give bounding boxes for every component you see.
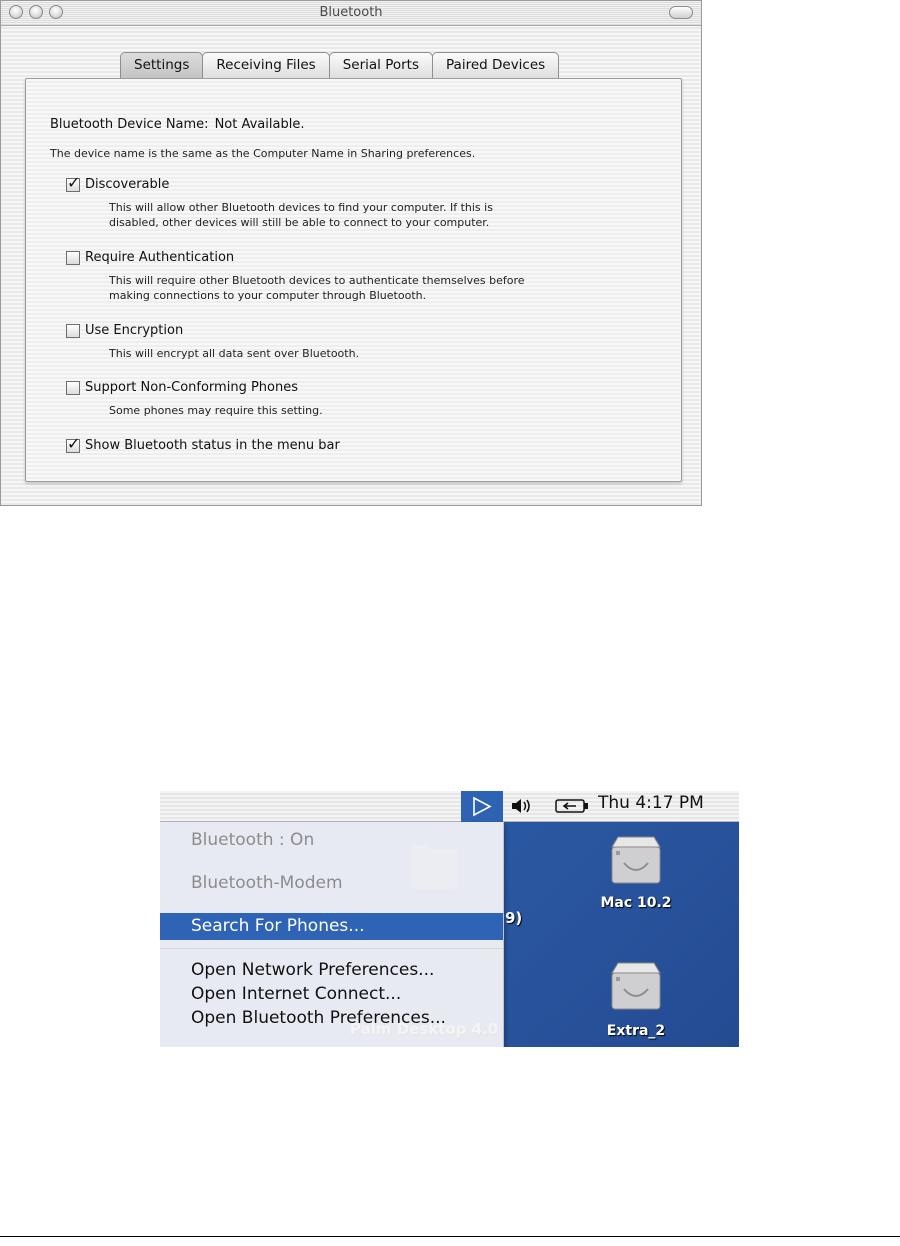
description-line: disabled, other devices will still be able to connect to your computer. xyxy=(109,216,490,229)
device-name-note: The device name is the same as the Computer Name in Sharing preferences. xyxy=(50,147,476,160)
use-encryption-label[interactable]: Use Encryption xyxy=(85,323,184,338)
menu-item-open-network-preferences[interactable]: Open Network Preferences... xyxy=(191,960,435,980)
option-discoverable xyxy=(66,177,493,230)
support-non-conforming-phones-label[interactable]: Support Non-Conforming Phones xyxy=(85,380,298,395)
bluetooth-menu xyxy=(160,822,504,1047)
discoverable-label[interactable]: Discoverable xyxy=(85,177,170,192)
tab-serial-ports[interactable]: Serial Ports xyxy=(329,52,433,78)
use-encryption-description xyxy=(109,346,359,361)
description-line: making connections to your computer through Bluetooth. xyxy=(109,289,427,302)
menu-separator xyxy=(160,948,503,949)
menubar-screenshot xyxy=(160,791,739,1047)
bluetooth-preferences-window xyxy=(0,0,702,506)
menu-item-search-for-phones[interactable]: Search For Phones... xyxy=(160,913,503,940)
window-title: Bluetooth xyxy=(319,5,383,20)
description-line: Some phones may require this setting. xyxy=(109,404,323,417)
tab-receiving-files[interactable]: Receiving Files xyxy=(202,52,329,78)
option-use-encryption xyxy=(66,323,359,361)
menu-item-open-internet-connect[interactable]: Open Internet Connect... xyxy=(191,984,402,1004)
require-authentication-description xyxy=(109,273,525,303)
discoverable-checkbox[interactable] xyxy=(66,178,80,192)
menu-item-bluetooth-modem: Bluetooth-Modem xyxy=(191,873,343,893)
discoverable-description xyxy=(109,200,493,230)
disk-label: Extra_2 xyxy=(606,1023,666,1039)
description-line: This will encrypt all data sent over Bluetooth. xyxy=(109,347,360,360)
menu-item-bluetooth-on: Bluetooth : On xyxy=(191,830,315,850)
disk-mac-10-2[interactable] xyxy=(600,835,672,915)
support-non-conforming-phones-checkbox[interactable] xyxy=(66,381,80,395)
device-name-label: Bluetooth Device Name: xyxy=(50,117,209,132)
hard-drive-icon xyxy=(606,835,666,893)
bluetooth-menu-extra[interactable] xyxy=(461,791,503,822)
hard-drive-icon xyxy=(606,961,666,1019)
option-require-authentication xyxy=(66,250,525,303)
require-authentication-label[interactable]: Require Authentication xyxy=(85,250,235,265)
tab-paired-devices[interactable]: Paired Devices xyxy=(432,52,559,78)
support-non-conforming-phones-description xyxy=(109,403,323,418)
description-line: This will allow other Bluetooth devices to find your computer. If this is xyxy=(109,201,493,214)
tab-bar xyxy=(120,52,558,79)
show-status-in-menu-bar-checkbox[interactable] xyxy=(66,439,80,453)
use-encryption-checkbox[interactable] xyxy=(66,324,80,338)
disk-extra-2[interactable] xyxy=(606,961,666,1047)
menu-item-open-bluetooth-preferences[interactable]: Open Bluetooth Preferences... xyxy=(191,1008,446,1028)
option-show-status-in-menu-bar xyxy=(66,438,340,453)
show-status-in-menu-bar-label[interactable]: Show Bluetooth status in the menu bar xyxy=(85,438,340,453)
battery-icon[interactable] xyxy=(555,798,591,814)
menu-bar xyxy=(160,791,739,822)
toolbar-toggle-button[interactable] xyxy=(669,6,693,19)
bluetooth-icon xyxy=(461,791,503,822)
menubar-clock[interactable]: Thu 4:17 PM xyxy=(598,793,704,813)
volume-icon[interactable] xyxy=(510,797,534,815)
option-support-non-conforming-phones xyxy=(66,380,323,418)
disk-label: Mac 10.2 xyxy=(600,895,672,911)
device-name-line xyxy=(50,117,304,132)
tab-settings[interactable]: Settings xyxy=(120,52,203,78)
require-authentication-checkbox[interactable] xyxy=(66,251,80,265)
description-line: This will require other Bluetooth devices to authenticate themselves before xyxy=(109,274,525,287)
window-titlebar[interactable] xyxy=(1,1,701,26)
device-name-value: Not Available. xyxy=(214,117,305,132)
settings-panel xyxy=(25,78,682,482)
desktop-item-label: 9) xyxy=(505,909,523,927)
page-footer-rule xyxy=(0,1236,900,1237)
